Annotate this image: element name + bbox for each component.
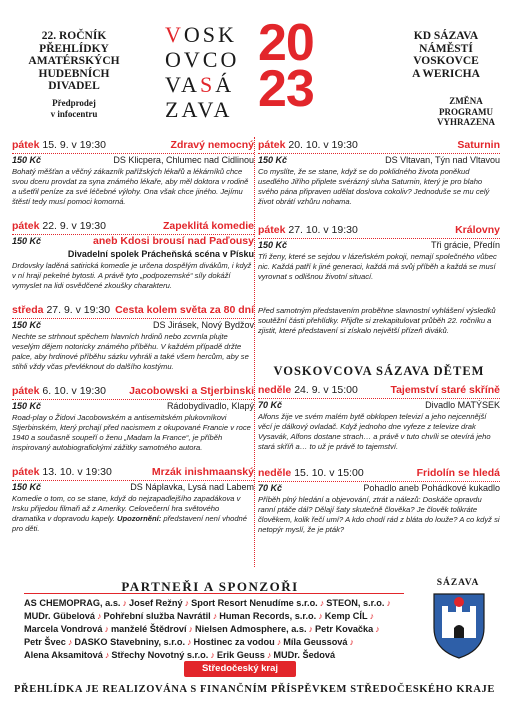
event-day: pátek xyxy=(12,466,40,478)
partner-name: Míla Geussová xyxy=(283,637,348,647)
event-date: 27. 9. v 19:30 xyxy=(46,304,111,316)
presale-info xyxy=(0,98,148,119)
event-meta xyxy=(258,482,500,494)
venue-line: KD SÁZAVA xyxy=(413,30,479,42)
music-note-icon: ♪ xyxy=(276,637,282,647)
event-day: pátek xyxy=(258,139,286,151)
partner-name: Nielsen Admosphere, a.s. xyxy=(195,624,307,634)
program-change-line: PROGRAMU xyxy=(439,106,493,117)
event-block xyxy=(258,221,500,282)
event-block xyxy=(258,464,500,535)
partners-list xyxy=(24,597,416,662)
event-date: 15. 9. v 19:30 xyxy=(42,139,106,151)
event-meta xyxy=(258,399,500,411)
event-venue: Rádobydivadlo, Klapý xyxy=(166,401,254,411)
event-header xyxy=(12,139,254,152)
logo-line xyxy=(165,22,239,47)
program-change-line: ZMĚNA xyxy=(449,96,483,106)
event-day: neděle xyxy=(258,467,292,479)
music-note-icon: ♪ xyxy=(104,624,109,634)
logo-wordmark xyxy=(165,22,239,122)
partner-name: Petr Kovačka xyxy=(315,624,374,634)
venue-line: VOSKOVCE xyxy=(413,55,479,67)
music-note-icon: ♪ xyxy=(212,611,218,621)
partner-name: Alena Aksamitová xyxy=(24,650,103,660)
logo-line xyxy=(165,47,239,72)
event-header xyxy=(258,224,500,237)
festival-info-line: 22. ROČNÍK xyxy=(41,30,107,42)
event-price: 150 Kč xyxy=(12,236,42,246)
logo-letters: OSK xyxy=(183,22,237,47)
funding-footer: PŘEHLÍDKA JE REALIZOVÁNA S FINANČNÍM PŘÍSPĚVKEM STŘEDOČESKÉHO KRAJE xyxy=(14,684,495,695)
event-meta xyxy=(12,319,254,331)
music-note-icon: ♪ xyxy=(266,650,272,660)
event-datetime xyxy=(12,220,106,233)
festival-info-line: PŘEHLÍDKY xyxy=(39,42,109,55)
music-note-icon: ♪ xyxy=(319,598,325,608)
event-block xyxy=(12,382,254,453)
music-note-icon: ♪ xyxy=(369,611,375,621)
event-venue: DS Vltavan, Týn nad Vltavou xyxy=(385,155,500,165)
event-description xyxy=(12,413,254,453)
event-title: Zdravý nemocný xyxy=(170,139,254,151)
event-datetime xyxy=(258,384,358,397)
event-description-text: Komedie o tom, co se stane, když do nejzapadlejšího zapadákova v Irsku přijedou filmaři až z Ameriky. Celovečerní hra světového dramatika v dopravodu kapely. xyxy=(12,494,241,523)
event-price: 150 Kč xyxy=(12,155,42,165)
music-note-icon: ♪ xyxy=(375,624,380,634)
music-note-icon: ♪ xyxy=(184,598,190,608)
event-date: 22. 9. v 19:30 xyxy=(42,220,106,232)
presale-line: v infocentru xyxy=(50,108,98,119)
event-datetime xyxy=(12,304,110,317)
partners-row xyxy=(24,623,416,636)
event-meta xyxy=(12,481,254,493)
partner-name: Sport Resort Nenudíme s.r.o. xyxy=(191,598,318,608)
event-meta xyxy=(12,154,254,166)
event-description xyxy=(12,332,254,372)
event-description xyxy=(12,261,254,291)
event-header xyxy=(12,466,254,479)
partner-name: Střechy Novotný s.r.o. xyxy=(111,650,209,660)
venue-line: NÁMĚSTÍ xyxy=(419,42,473,55)
event-venue: Pohadlo aneb Pohádkové kukadlo xyxy=(363,483,500,493)
festival-info xyxy=(0,30,148,93)
music-note-icon: ♪ xyxy=(104,650,110,660)
event-datetime xyxy=(12,466,112,479)
kids-section-title: VOSKOVCOVA SÁZAVA DĚTEM xyxy=(273,364,485,378)
event-block xyxy=(12,217,254,291)
event-description xyxy=(258,167,500,207)
event-header xyxy=(12,304,254,317)
logo-letters: VA xyxy=(165,72,200,97)
partner-name: STEON, s.r.o. xyxy=(326,598,385,608)
event-header xyxy=(12,220,254,233)
event-header xyxy=(258,467,500,480)
partner-name: Petr Švec xyxy=(24,637,66,647)
event-day: středa xyxy=(12,304,44,316)
partner-name: Josef Režný xyxy=(129,598,183,608)
program-change-line: VYHRAZENA xyxy=(436,117,495,127)
music-note-icon: ♪ xyxy=(386,598,391,608)
partners-divider xyxy=(24,593,404,594)
program-left-column xyxy=(12,136,254,534)
partner-name: Pohřební služba Navrátil xyxy=(103,611,211,621)
logo-year xyxy=(258,14,314,118)
venue-info xyxy=(391,30,501,80)
event-description xyxy=(258,412,500,452)
event-date: 6. 10. v 19:30 xyxy=(42,385,106,397)
event-title: Tajemství staré skříně xyxy=(390,384,500,396)
event-datetime xyxy=(258,139,358,152)
partner-name: manželé Štědroví xyxy=(110,624,187,634)
music-note-icon: ♪ xyxy=(96,611,102,621)
festival-info-line: DIVADEL xyxy=(48,80,100,92)
partner-name: Hostinec za vodou xyxy=(193,637,275,647)
event-block xyxy=(12,463,254,534)
event-meta xyxy=(258,154,500,166)
music-note-icon: ♪ xyxy=(349,637,355,647)
event-day: pátek xyxy=(258,224,286,236)
event-description xyxy=(12,494,254,534)
partner-name: Kemp CÍL xyxy=(324,611,368,621)
event-block xyxy=(12,136,254,207)
event-description-text: Alfons žije ve svém malém bytě obklopen televizí a jeho nejcennější věcí je dálkový ovladač. Když jednoho dne vyfeze z televize drak Vysavák, Alfons dostane strach… a právě v tuto chvíli se otevírá jeho stará skříň a… to už je právě to tajemství. xyxy=(258,412,491,451)
event-day: pátek xyxy=(12,385,40,397)
program-right-column xyxy=(258,136,500,535)
event-datetime xyxy=(258,467,364,480)
event-datetime xyxy=(12,139,106,152)
partner-name: Human Records, s.r.o. xyxy=(219,611,317,621)
event-description-text: Drdovsky laděná satirická komedie je určena dospělým divákům, i když v ní hrají pekelné bytosti. A právě tyto „podpozemské“ síly dokáží vymyslet na lidi osvědčené zkoušky charakteru. xyxy=(12,261,252,290)
partners-row xyxy=(24,636,416,649)
event-price: 150 Kč xyxy=(12,401,42,411)
event-block xyxy=(258,381,500,452)
event-venue: Divadelní spolek Prácheňská scéna v Písku xyxy=(67,249,254,259)
year-bottom: 23 xyxy=(258,60,314,118)
event-title: Královny xyxy=(455,224,500,236)
partners-row xyxy=(24,597,416,610)
event-venue: Tři grácie, Předín xyxy=(430,240,500,250)
partner-name: Marcela Vondrová xyxy=(24,624,103,634)
event-day: pátek xyxy=(12,220,40,232)
logo-line xyxy=(165,72,239,97)
event-price: 150 Kč xyxy=(258,155,288,165)
event-datetime xyxy=(12,385,106,398)
event-title: Zapeklitá komedie xyxy=(162,220,254,232)
event-price: 150 Kč xyxy=(12,320,42,330)
event-description xyxy=(258,252,500,282)
partner-name: MUDr. Šedová xyxy=(273,650,336,660)
festival-info-line: AMATÉRSKÝCH xyxy=(28,55,120,67)
event-description-text: Nechte se strhnout spěchem hlavních hrdinů nebo zcvrnla plujte veselým dějem notoricky známého příběhu. V každém případě držte palce, aby hrdinové příběhu sázku vyhráli a také všem hercům, aby se stihli vždy včas převléknout do dalšího kostýmu. xyxy=(12,332,249,371)
partner-name: DASKO Stavebniny, s.r.o. xyxy=(74,637,186,647)
logo-letters: OVCO xyxy=(165,47,240,72)
logo-line xyxy=(165,97,239,122)
program-change-note xyxy=(391,96,501,128)
event-description-text: Co myslíte, že se stane, když se do poklidného života poněkud usedlého Jiřího připlete svérázný sluha Saturnin, který je pro blaho svého pána připraven udělat doslova cokoliv? Jednoduše se mu celý život obrátí vzhůru nohama. xyxy=(258,167,490,206)
festival-logo xyxy=(165,14,345,122)
event-meta xyxy=(12,235,254,248)
event-date: 24. 9. v 15:00 xyxy=(294,384,358,396)
event-title: Mrzák inishmaanský xyxy=(151,466,254,478)
event-date: 27. 10. v 19:30 xyxy=(288,224,358,236)
event-date: 20. 10. v 19:30 xyxy=(288,139,358,151)
event-price: 70 Kč xyxy=(258,483,283,493)
event-title: Cesta kolem světa za 80 dní xyxy=(115,304,254,316)
event-day: neděle xyxy=(258,384,292,396)
partner-name: MUDr. Gübelová xyxy=(24,611,95,621)
partners-title: PARTNEŘI A SPONZOŘI xyxy=(121,579,299,594)
event-venue: DS Náplavka, Lysá nad Labem xyxy=(130,482,254,492)
event-warning: představení není vhodné pro děti. xyxy=(12,514,248,533)
event-date: 13. 10. v 19:30 xyxy=(42,466,112,478)
event-venue: DS Jirásek, Nový Bydžov xyxy=(152,320,254,330)
event-price: 70 Kč xyxy=(258,400,283,410)
event-venue: Divadlo MATÝSEK xyxy=(425,400,500,410)
partner-name: Erik Geuss xyxy=(216,650,265,660)
awards-note: Před samotným představením proběhne slavnostní vyhlášení výsledků soutěžní části přehlídky. Přijďte si zrekapitulovat průběh 22. ročníku a zjistit, které představení si získalo největší přízeň diváků. xyxy=(258,306,496,335)
event-meta xyxy=(258,239,500,251)
event-description-text: Tři ženy, které se sejdou v lázeňském pokoji, nemají společného vůbec nic. Každá patří k jiné generaci, každá má svůj příběh a každá se musí vyrovnat s odlišnou životní situací. xyxy=(258,252,497,281)
music-note-icon: ♪ xyxy=(188,624,194,634)
festival-info-line: HUDEBNÍCH xyxy=(38,67,110,80)
event-header xyxy=(12,385,254,398)
event-price: 150 Kč xyxy=(12,482,42,492)
event-title: Saturnin xyxy=(457,139,500,151)
event-description-text: Příběh plný hledání a objevování, ztrát a nálezů: Doskáče opravdu ranní ptáče dál? Dělají šaty skutečně člověka? Je člověk tolikráte člověkem, kolik řečí umí? A kdo chodí rád z bláta do louže? A co když si netopýr myslí, že je pták? xyxy=(258,495,500,534)
event-header xyxy=(258,139,500,152)
column-divider xyxy=(254,137,255,567)
event-subtitle: aneb Kdosi brousí nad Paďousy xyxy=(93,235,254,247)
event-title: Jacobowski a Stjerbinski xyxy=(129,385,254,397)
event-warning-label: Upozornění: xyxy=(116,514,162,523)
event-date: 15. 10. v 15:00 xyxy=(294,467,364,479)
logo-letters: S xyxy=(199,72,216,97)
logo-letters: Á xyxy=(215,72,235,97)
music-note-icon: ♪ xyxy=(210,650,215,660)
event-datetime xyxy=(258,224,358,237)
event-header xyxy=(258,384,500,397)
music-note-icon: ♪ xyxy=(308,624,314,634)
kraj-badge: Středočeský kraj xyxy=(184,661,296,677)
event-price: 150 Kč xyxy=(258,240,288,250)
arms-label: SÁZAVA xyxy=(436,578,480,588)
event-description-text: Bohatý měšťan a věčný zákazník pařížských lékařů a lékárníků chce svou dceru provdat za syna známého lékaře, aby měl doktora v rodině a ušetřil peníze za své léčebné výlohy. Ona však chce jiného. Jejímu štěstí tedy musí pomoci komorná. xyxy=(12,167,249,206)
event-block xyxy=(12,301,254,372)
event-block xyxy=(258,136,500,207)
music-note-icon: ♪ xyxy=(187,637,192,647)
venue-line: A WERICHA xyxy=(412,67,480,80)
event-day: pátek xyxy=(12,139,40,151)
music-note-icon: ♪ xyxy=(122,598,127,608)
music-note-icon: ♪ xyxy=(318,611,323,621)
logo-letters: V xyxy=(165,22,184,47)
logo-letters: ZAVA xyxy=(165,97,233,122)
event-description xyxy=(12,167,254,207)
music-note-icon: ♪ xyxy=(67,637,73,647)
event-meta xyxy=(12,400,254,412)
partner-name: AS CHEMOPRAG, a.s. xyxy=(24,598,121,608)
presale-line: Předprodej xyxy=(52,98,96,108)
event-venue: DS Klicpera, Chlumec nad Cidlinou xyxy=(113,155,254,165)
partners-row xyxy=(24,610,416,623)
event-description-text: Road-play o Židovi Jacobowském a antisemitském plukovníkovi Stjerbinském, který prchají před nacismem z okupované Francie v roce 1940 a současně soupeří o ženu „Madam la France“, je příběh inspirovaný autobiografickými zážitky samotného autora. xyxy=(12,413,251,452)
event-description xyxy=(258,495,500,535)
sazava-coat-of-arms-icon xyxy=(430,590,488,660)
event-title: Fridolín se hledá xyxy=(416,467,500,479)
year-top: 20 xyxy=(258,14,314,72)
